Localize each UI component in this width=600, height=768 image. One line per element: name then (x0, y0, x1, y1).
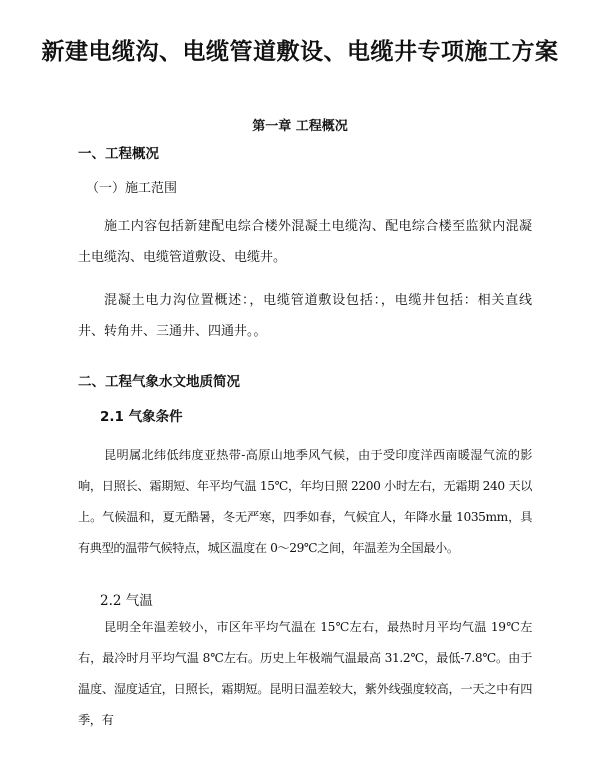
paragraph-cable-trench-overview: 混凝土电力沟位置概述：，电缆管道敷设包括：，电缆井包括：相关直线井、转角井、三通井、四通井。。 (78, 293, 532, 339)
section-heading-1: 一、工程概况 (78, 146, 159, 162)
paragraph-weather-conditions: 昆明属北纬低纬度亚热带-高原山地季风气候，由于受印度洋西南暖湿气流的影响，日照长、霜期短、年平均气温 15℃，年均日照 2200 小时左右，无霜期 240 天以上。气候温和，夏无酷暑，冬无严寒，四季如春，气候宜人，年降水量 1035mm，具有典型的温带气候特点，城区温度在 0～29℃之间，年温差为全国最小。 (78, 448, 532, 555)
subsection-heading-2-1: 2.1 气象条件 (100, 409, 183, 425)
paragraph-construction-content: 施工内容包括新建配电综合楼外混凝土电缆沟、配电综合楼至监狱内混凝土电缆沟、电缆管道敷设、电缆井。 (78, 219, 532, 265)
subsection-heading-2-2: 2.2 气温 (100, 593, 153, 609)
section-heading-2: 二、工程气象水文地质简况 (78, 374, 240, 390)
chapter-heading: 第一章 工程概况 (252, 119, 348, 134)
paragraph-temperature: 昆明全年温差较小，市区年平均气温在 15℃左右，最热时月平均气温 19℃左右，最冷时月平均气温 8℃左右。历史上年极端气温最高 31.2℃，最低-7.8℃。由于温度、湿度适宜，日照长，霜期短。昆明日温差较大，紫外线强度较高，一天之中有四季，有 (78, 620, 532, 727)
document-title: 新建电缆沟、电缆管道敷设、电缆井专项施工方案 (41, 38, 559, 65)
subsection-heading-construction-scope: （一）施工范围 (86, 181, 178, 196)
